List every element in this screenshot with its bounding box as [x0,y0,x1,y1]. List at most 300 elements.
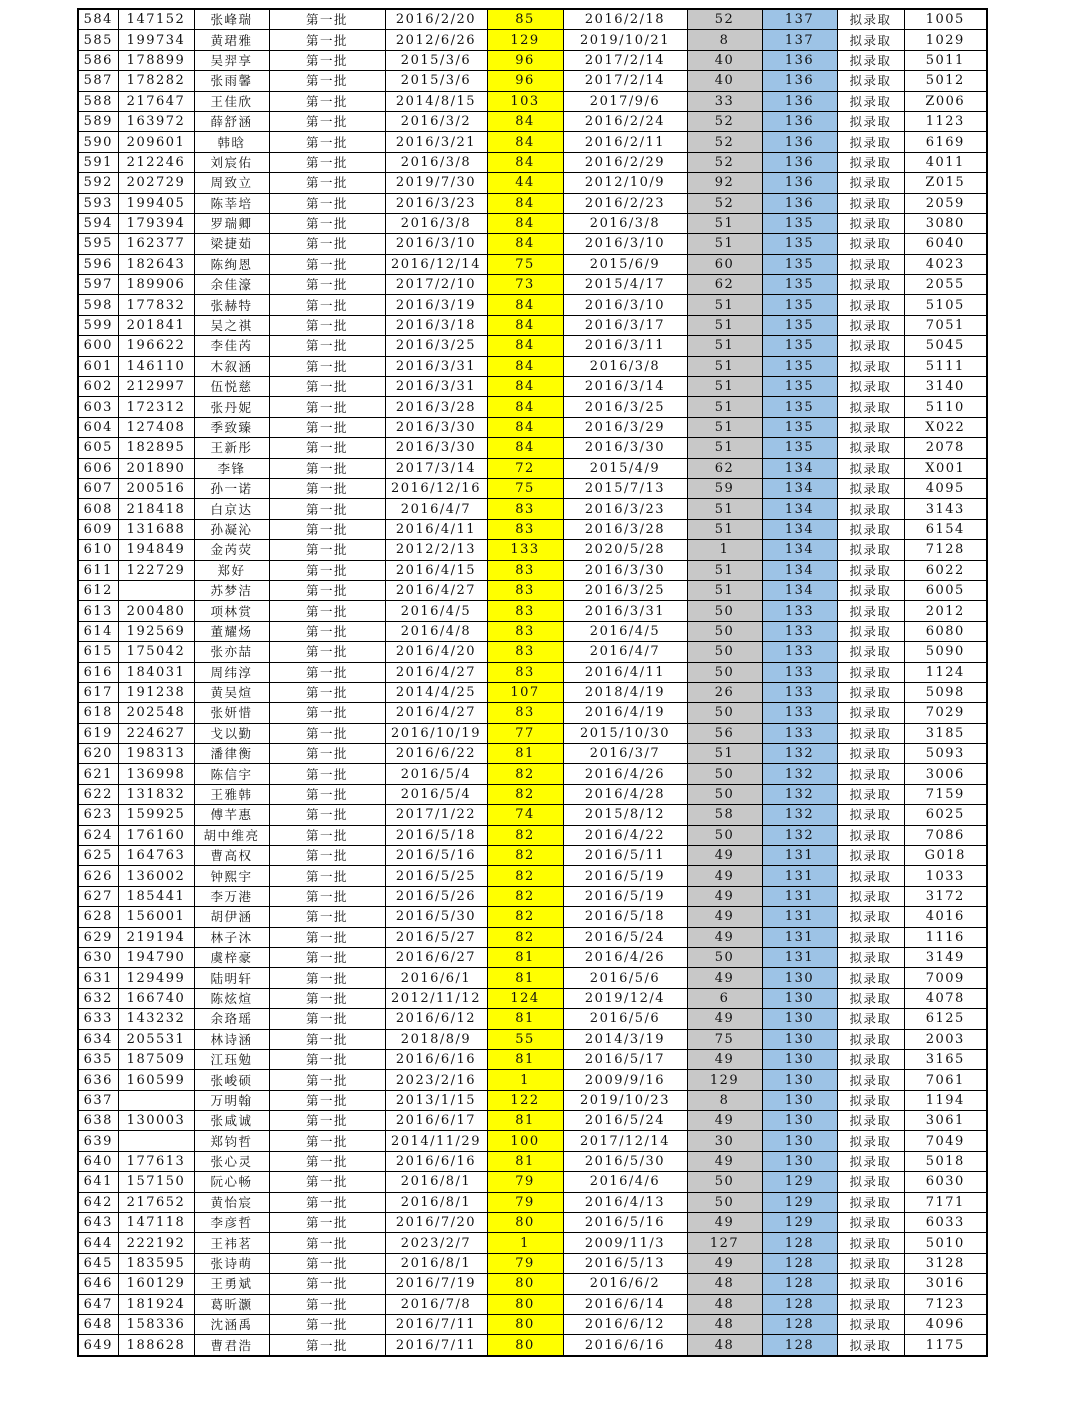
row-number-cell: 640 [78,1151,118,1171]
applicant-name-cell: 季致臻 [194,417,269,437]
date-cell: 2016/4/28 [563,784,687,804]
code-cell: 1194 [904,1090,987,1110]
applicant-name-cell: 张峻硕 [194,1070,269,1090]
applicant-id-cell: 187509 [118,1049,194,1069]
birth-date-cell: 2016/3/18 [385,315,487,335]
birth-date-cell: 2016/3/19 [385,295,487,315]
days-cell: 50 [687,642,762,662]
row-number-cell: 602 [78,377,118,397]
total-cell: 131 [762,846,837,866]
total-cell: 131 [762,927,837,947]
applicant-name-cell: 余佳濠 [194,275,269,295]
applicant-id-cell: 172312 [118,397,194,417]
applicant-name-cell: 张心灵 [194,1151,269,1171]
batch-cell: 第一批 [269,1274,385,1294]
applicant-id-cell: 179394 [118,213,194,233]
batch-cell: 第一批 [269,336,385,356]
total-cell: 134 [762,458,837,478]
birth-date-cell: 2016/8/1 [385,1192,487,1212]
batch-cell: 第一批 [269,601,385,621]
code-cell: 1124 [904,662,987,682]
applicant-name-cell: 张峰瑞 [194,9,269,30]
table-row [78,213,987,233]
applicant-name-cell: 虞梓豪 [194,947,269,967]
applicant-name-cell: 苏梦洁 [194,580,269,600]
score-cell: 83 [487,580,563,600]
days-cell: 52 [687,193,762,213]
birth-date-cell: 2016/4/5 [385,601,487,621]
batch-cell: 第一批 [269,1335,385,1356]
days-cell: 50 [687,621,762,641]
score-cell: 44 [487,173,563,193]
row-number-cell: 614 [78,621,118,641]
days-cell: 51 [687,377,762,397]
total-cell: 132 [762,784,837,804]
status-cell: 拟录取 [837,193,904,213]
table-row [78,744,987,764]
applicant-name-cell: 薛舒涵 [194,111,269,131]
table-row [78,907,987,927]
total-cell: 128 [762,1315,837,1335]
status-cell: 拟录取 [837,968,904,988]
applicant-id-cell: 162377 [118,234,194,254]
row-number-cell: 629 [78,927,118,947]
days-cell: 50 [687,947,762,967]
days-cell: 51 [687,397,762,417]
score-cell: 80 [487,1315,563,1335]
total-cell: 133 [762,703,837,723]
date-cell: 2016/2/23 [563,193,687,213]
applicant-name-cell: 余珞瑶 [194,1009,269,1029]
score-cell: 84 [487,213,563,233]
batch-cell: 第一批 [269,275,385,295]
row-number-cell: 634 [78,1029,118,1049]
row-number-cell: 591 [78,152,118,172]
status-cell: 拟录取 [837,152,904,172]
date-cell: 2016/5/6 [563,968,687,988]
birth-date-cell: 2012/11/12 [385,988,487,1008]
score-cell: 84 [487,234,563,254]
batch-cell: 第一批 [269,784,385,804]
score-cell: 79 [487,1253,563,1273]
status-cell: 拟录取 [837,458,904,478]
birth-date-cell: 2015/3/6 [385,50,487,70]
applicant-id-cell: 217647 [118,91,194,111]
applicant-id-cell: 194790 [118,947,194,967]
days-cell: 50 [687,703,762,723]
applicant-id-cell: 212246 [118,152,194,172]
total-cell: 132 [762,825,837,845]
table-row [78,927,987,947]
birth-date-cell: 2016/4/15 [385,560,487,580]
table-row [78,111,987,131]
row-number-cell: 612 [78,580,118,600]
batch-cell: 第一批 [269,1029,385,1049]
code-cell: 2078 [904,438,987,458]
days-cell: 48 [687,1335,762,1356]
row-number-cell: 585 [78,30,118,50]
applicant-id-cell: 219194 [118,927,194,947]
status-cell: 拟录取 [837,540,904,560]
table-row [78,356,987,376]
batch-cell: 第一批 [269,438,385,458]
date-cell: 2016/5/18 [563,907,687,927]
applicant-name-cell: 王雅韩 [194,784,269,804]
batch-cell: 第一批 [269,744,385,764]
applicant-name-cell: 罗瑞卿 [194,213,269,233]
row-number-cell: 596 [78,254,118,274]
total-cell: 129 [762,1213,837,1233]
batch-cell: 第一批 [269,1253,385,1273]
birth-date-cell: 2013/1/15 [385,1090,487,1110]
applicant-id-cell: 136002 [118,866,194,886]
applicant-name-cell: 曹君浩 [194,1335,269,1356]
applicant-id-cell [118,1090,194,1110]
code-cell: 6125 [904,1009,987,1029]
total-cell: 136 [762,71,837,91]
date-cell: 2009/9/16 [563,1070,687,1090]
birth-date-cell: 2016/2/20 [385,9,487,30]
date-cell: 2016/5/24 [563,1111,687,1131]
applicant-name-cell: 吴羿享 [194,50,269,70]
batch-cell: 第一批 [269,295,385,315]
total-cell: 133 [762,662,837,682]
table-row [78,295,987,315]
score-cell: 84 [487,132,563,152]
score-cell: 84 [487,336,563,356]
row-number-cell: 611 [78,560,118,580]
days-cell: 1 [687,540,762,560]
applicant-id-cell: 166740 [118,988,194,1008]
applicant-id-cell: 177832 [118,295,194,315]
applicant-name-cell: 沈涵禹 [194,1315,269,1335]
applicant-id-cell: 181924 [118,1294,194,1314]
date-cell: 2016/3/10 [563,234,687,254]
total-cell: 132 [762,744,837,764]
batch-cell: 第一批 [269,866,385,886]
batch-cell: 第一批 [269,519,385,539]
date-cell: 2016/3/17 [563,315,687,335]
days-cell: 50 [687,1192,762,1212]
table-row [78,1049,987,1069]
code-cell: 3016 [904,1274,987,1294]
score-cell: 124 [487,988,563,1008]
row-number-cell: 624 [78,825,118,845]
score-cell: 74 [487,805,563,825]
days-cell: 56 [687,723,762,743]
total-cell: 133 [762,723,837,743]
batch-cell: 第一批 [269,1070,385,1090]
applicant-id-cell: 130003 [118,1111,194,1131]
status-cell: 拟录取 [837,907,904,927]
days-cell: 62 [687,458,762,478]
table-row [78,1335,987,1356]
date-cell: 2017/9/6 [563,91,687,111]
birth-date-cell: 2016/3/30 [385,438,487,458]
date-cell: 2016/5/24 [563,927,687,947]
table-row [78,846,987,866]
status-cell: 拟录取 [837,764,904,784]
batch-cell: 第一批 [269,213,385,233]
total-cell: 136 [762,132,837,152]
applicant-id-cell: 177613 [118,1151,194,1171]
batch-cell: 第一批 [269,580,385,600]
applicant-name-cell: 曹高权 [194,846,269,866]
code-cell: 6025 [904,805,987,825]
birth-date-cell: 2016/5/16 [385,846,487,866]
applicant-name-cell: 李佳芮 [194,336,269,356]
code-cell: 4096 [904,1315,987,1335]
row-number-cell: 601 [78,356,118,376]
batch-cell: 第一批 [269,805,385,825]
date-cell: 2015/4/9 [563,458,687,478]
date-cell: 2016/4/19 [563,703,687,723]
batch-cell: 第一批 [269,1049,385,1069]
applicant-id-cell: 157150 [118,1172,194,1192]
status-cell: 拟录取 [837,30,904,50]
batch-cell: 第一批 [269,397,385,417]
birth-date-cell: 2016/4/27 [385,662,487,682]
date-cell: 2018/4/19 [563,682,687,702]
days-cell: 49 [687,968,762,988]
code-cell: 7086 [904,825,987,845]
date-cell: 2016/5/16 [563,1213,687,1233]
row-number-cell: 588 [78,91,118,111]
table-row [78,1274,987,1294]
applicant-id-cell: 189906 [118,275,194,295]
table-row [78,1253,987,1273]
applicant-id-cell: 163972 [118,111,194,131]
total-cell: 137 [762,9,837,30]
score-cell: 84 [487,315,563,335]
row-number-cell: 633 [78,1009,118,1029]
applicant-name-cell: 吴之祺 [194,315,269,335]
birth-date-cell: 2016/4/27 [385,580,487,600]
row-number-cell: 595 [78,234,118,254]
applicant-id-cell: 131832 [118,784,194,804]
applicant-id-cell: 200480 [118,601,194,621]
batch-cell: 第一批 [269,947,385,967]
status-cell: 拟录取 [837,988,904,1008]
birth-date-cell: 2016/3/8 [385,152,487,172]
table-row [78,1009,987,1029]
birth-date-cell: 2018/8/9 [385,1029,487,1049]
row-number-cell: 613 [78,601,118,621]
batch-cell: 第一批 [269,846,385,866]
batch-cell: 第一批 [269,560,385,580]
score-cell: 100 [487,1131,563,1151]
score-cell: 84 [487,111,563,131]
applicant-id-cell: 158336 [118,1315,194,1335]
table-row [78,30,987,50]
status-cell: 拟录取 [837,1090,904,1110]
batch-cell: 第一批 [269,927,385,947]
days-cell: 59 [687,478,762,498]
row-number-cell: 638 [78,1111,118,1131]
applicant-name-cell: 傅芊惠 [194,805,269,825]
score-cell: 81 [487,1111,563,1131]
score-cell: 96 [487,50,563,70]
date-cell: 2016/3/25 [563,397,687,417]
total-cell: 133 [762,601,837,621]
table-row [78,336,987,356]
days-cell: 48 [687,1294,762,1314]
row-number-cell: 589 [78,111,118,131]
days-cell: 49 [687,1009,762,1029]
code-cell: Z006 [904,91,987,111]
score-cell: 84 [487,193,563,213]
total-cell: 131 [762,886,837,906]
days-cell: 52 [687,152,762,172]
status-cell: 拟录取 [837,315,904,335]
batch-cell: 第一批 [269,315,385,335]
applicant-id-cell: 127408 [118,417,194,437]
batch-cell: 第一批 [269,50,385,70]
applicant-name-cell: 王祎茗 [194,1233,269,1253]
batch-cell: 第一批 [269,71,385,91]
birth-date-cell: 2016/3/28 [385,397,487,417]
days-cell: 51 [687,417,762,437]
code-cell: 1175 [904,1335,987,1356]
code-cell: 5012 [904,71,987,91]
code-cell: 7061 [904,1070,987,1090]
batch-cell: 第一批 [269,234,385,254]
code-cell: 4016 [904,907,987,927]
row-number-cell: 631 [78,968,118,988]
row-number-cell: 599 [78,315,118,335]
birth-date-cell: 2016/7/8 [385,1294,487,1314]
batch-cell: 第一批 [269,91,385,111]
date-cell: 2016/5/19 [563,886,687,906]
code-cell: 6169 [904,132,987,152]
applicant-id-cell: 178282 [118,71,194,91]
date-cell: 2019/12/4 [563,988,687,1008]
days-cell: 51 [687,234,762,254]
applicant-name-cell: 阮心畅 [194,1172,269,1192]
date-cell: 2016/4/7 [563,642,687,662]
score-cell: 83 [487,560,563,580]
birth-date-cell: 2016/4/20 [385,642,487,662]
row-number-cell: 641 [78,1172,118,1192]
days-cell: 92 [687,173,762,193]
score-cell: 84 [487,152,563,172]
date-cell: 2016/2/24 [563,111,687,131]
birth-date-cell: 2016/10/19 [385,723,487,743]
applicant-name-cell: 张咸诚 [194,1111,269,1131]
total-cell: 129 [762,1172,837,1192]
applicant-name-cell: 潘律衡 [194,744,269,764]
status-cell: 拟录取 [837,356,904,376]
applicant-id-cell: 146110 [118,356,194,376]
total-cell: 136 [762,50,837,70]
code-cell: 4023 [904,254,987,274]
days-cell: 49 [687,1213,762,1233]
status-cell: 拟录取 [837,601,904,621]
applicant-name-cell: 王勇斌 [194,1274,269,1294]
applicant-id-cell: 209601 [118,132,194,152]
date-cell: 2016/6/16 [563,1335,687,1356]
table-row [78,1233,987,1253]
status-cell: 拟录取 [837,1335,904,1356]
score-cell: 82 [487,825,563,845]
birth-date-cell: 2016/4/7 [385,499,487,519]
score-cell: 81 [487,947,563,967]
applicant-name-cell: 张妍惜 [194,703,269,723]
applicant-name-cell: 陈信宇 [194,764,269,784]
applicant-name-cell: 葛昕灏 [194,1294,269,1314]
batch-cell: 第一批 [269,886,385,906]
total-cell: 135 [762,295,837,315]
code-cell: 3149 [904,947,987,967]
code-cell: 6033 [904,1213,987,1233]
code-cell: 3128 [904,1253,987,1273]
total-cell: 133 [762,682,837,702]
row-number-cell: 626 [78,866,118,886]
table-body [78,9,987,1356]
applicant-id-cell: 160129 [118,1274,194,1294]
score-cell: 82 [487,846,563,866]
code-cell: 2003 [904,1029,987,1049]
birth-date-cell: 2016/5/4 [385,784,487,804]
days-cell: 52 [687,132,762,152]
applicant-id-cell: 185441 [118,886,194,906]
birth-date-cell: 2014/8/15 [385,91,487,111]
total-cell: 130 [762,988,837,1008]
applicant-name-cell: 郑钧哲 [194,1131,269,1151]
table-row [78,458,987,478]
batch-cell: 第一批 [269,825,385,845]
total-cell: 129 [762,1192,837,1212]
row-number-cell: 630 [78,947,118,967]
applicant-name-cell: 黄怡宸 [194,1192,269,1212]
code-cell: X022 [904,417,987,437]
code-cell: 7051 [904,315,987,335]
date-cell: 2015/4/17 [563,275,687,295]
total-cell: 128 [762,1253,837,1273]
code-cell: 6040 [904,234,987,254]
score-cell: 1 [487,1233,563,1253]
row-number-cell: 636 [78,1070,118,1090]
code-cell: 2059 [904,193,987,213]
status-cell: 拟录取 [837,642,904,662]
applicant-id-cell: 182643 [118,254,194,274]
date-cell: 2015/10/30 [563,723,687,743]
date-cell: 2016/3/8 [563,213,687,233]
applicant-id-cell: 131688 [118,519,194,539]
status-cell: 拟录取 [837,1029,904,1049]
row-number-cell: 606 [78,458,118,478]
table-row [78,91,987,111]
date-cell: 2015/6/9 [563,254,687,274]
table-row [78,703,987,723]
total-cell: 134 [762,478,837,498]
status-cell: 拟录取 [837,254,904,274]
status-cell: 拟录取 [837,417,904,437]
batch-cell: 第一批 [269,377,385,397]
score-cell: 84 [487,397,563,417]
applicant-name-cell: 钟熙宇 [194,866,269,886]
batch-cell: 第一批 [269,1213,385,1233]
batch-cell: 第一批 [269,621,385,641]
table-row [78,315,987,335]
birth-date-cell: 2016/6/22 [385,744,487,764]
table-row [78,499,987,519]
table-row [78,1131,987,1151]
table-row [78,601,987,621]
score-cell: 103 [487,91,563,111]
row-number-cell: 632 [78,988,118,1008]
code-cell: 3143 [904,499,987,519]
